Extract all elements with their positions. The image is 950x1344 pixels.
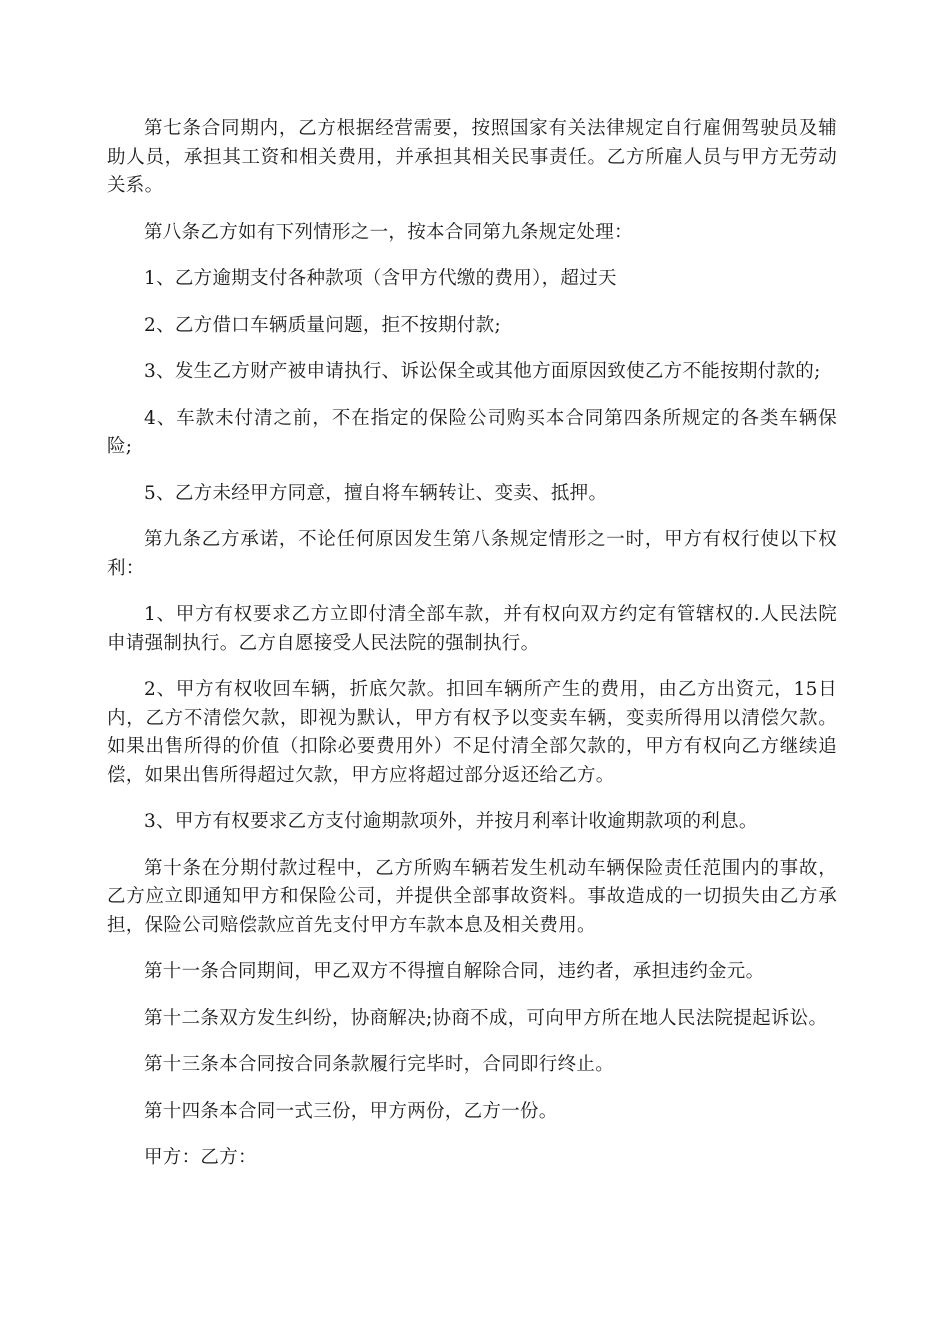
article-10-paragraph: 第十条在分期付款过程中，乙方所购车辆若发生机动车辆保险责任范围内的事故，乙方应立即通知甲方和保险公司，并提供全部事故资料。事故造成的一切损失由乙方承担，保险公司赔偿款应首先支付甲方车款本息及相关费用。	[107, 857, 837, 936]
article-8-item-3: 3、发生乙方财产被申请执行、诉讼保全或其他方面原因致使乙方不能按期付款的;	[144, 361, 821, 382]
article-9-item-2: 2、甲方有权收回车辆，折底欠款。扣回车辆所产生的费用，由乙方出资元，15日内，乙方不清偿欠款，即视为默认，甲方有权予以变卖车辆，变卖所得用以清偿欠款。如果出售所得的价值（扣除必要费用外）不足付清全部欠款的，甲方有权向乙方继续追偿，如果出售所得超过欠款，甲方应将超过部分返还给乙方。	[107, 679, 837, 786]
article-9-paragraph: 第九条乙方承诺，不论任何原因发生第八条规定情形之一时，甲方有权行使以下权利：	[107, 529, 837, 579]
signature-line: 甲方：乙方：	[144, 1147, 257, 1168]
article-13-paragraph: 第十三条本合同按合同条款履行完毕时，合同即行终止。	[144, 1054, 615, 1075]
article-8-item-2: 2、乙方借口车辆质量问题，拒不按期付款;	[144, 314, 502, 336]
article-8-item-4: 4、车款未付清之前，不在指定的保险公司购买本合同第四条所规定的各类车辆保险;	[107, 407, 837, 457]
article-9-item-3: 3、甲方有权要求乙方支付逾期款项外，并按月利率计收逾期款项的利息。	[144, 811, 758, 832]
article-8-item-5: 5、乙方未经甲方同意，擅自将车辆转让、变卖、抵押。	[144, 482, 608, 504]
article-9-item-1: 1、甲方有权要求乙方立即付清全部车款，并有权向双方约定有管辖权的.人民法院申请强制执行。乙方自愿接受人民法院的强制执行。	[107, 604, 837, 654]
article-8-paragraph: 第八条乙方如有下列情形之一，按本合同第九条规定处理：	[144, 221, 633, 243]
article-8-item-1: 1、乙方逾期支付各种款项（含甲方代缴的费用），超过天	[144, 268, 617, 289]
article-7-paragraph: 第七条合同期内，乙方根据经营需要，按照国家有关法律规定自行雇佣驾驶员及辅助人员，承担其工资和相关费用，并承担其相关民事责任。乙方所雇人员与甲方无劳动关系。	[107, 118, 837, 196]
document-body	[107, 115, 837, 1191]
article-12-paragraph: 第十二条双方发生纠纷，协商解决;协商不成，可向甲方所在地人民法院提起诉讼。	[144, 1007, 828, 1029]
article-14-paragraph: 第十四条本合同一式三份，甲方两份，乙方一份。	[144, 1100, 558, 1122]
article-11-paragraph: 第十一条合同期间，甲乙双方不得擅自解除合同，违约者，承担违约金元。	[144, 961, 765, 982]
